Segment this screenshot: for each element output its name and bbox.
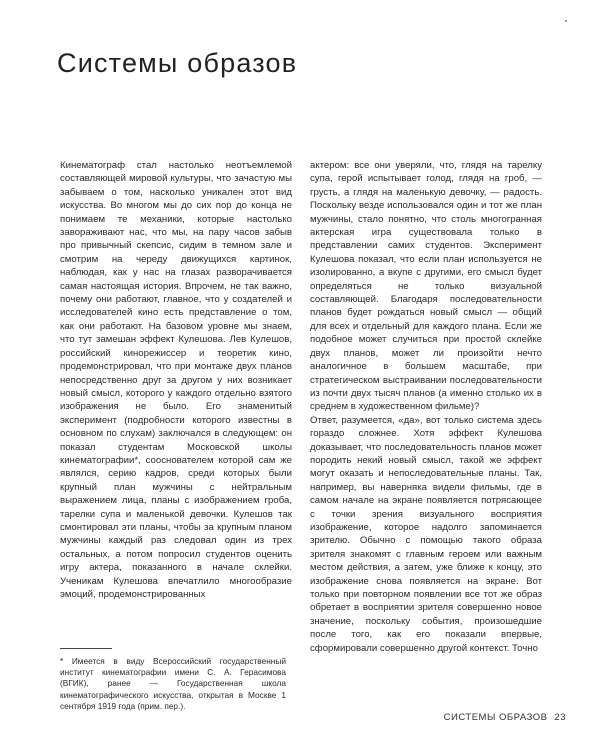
page-corner-mark [565,20,567,22]
left-column [60,159,292,601]
left-column-paragraph: Кинематограф стал настолько неотъемлемой составляющей мировой культуры, что зачастую мы забываем о том, насколько уникален этот вид искусства. Во многом мы до сих пор до конца не понимаем те механики, которые настолько завораживают нас, что мы, на пару часов забыв про привычный скепсис, сидим в темном зале и смотрим на череду движущихся картинок, наблюдая, как у нас на глазах разворачивается самая настоящая история. Впрочем, не так важно, почему они работают, главное, что у создателей и исследователей кино есть представление о том, как они работают. На базовом уровне мы знаем, что тут замешан эффект Кулешова. Лев Кулешов, российский кинорежиссер и теоретик кино, продемонстрировал, что при монтаже двух планов непосредственно друг за другом у них возникает новый смысл, которого у каждого отдельно взятого изображения не было. Его знаменитый эксперимент (подробности которого известны в основном по слухам) заключался в следующем: он показал студентам Московской школы кинематографии*, сооснователем которой сам же являлся, серию кадров, среди которых были крупный план мужчины с нейтральным выражением лица, планы с изображением гроба, тарелки супа и маленькой девочки. Кулешов так смонтировал эти планы, чтобы за крупным планом мужчины каждый раз следовал один из трех остальных, а потом попросил студентов оценить игру актера, показанного в начале склейки. Ученикам Кулешова впечатлило многообразие эмоций, продемонстрированных [60,160,292,600]
footnote: * Имеется в виду Всероссийский государственный институт кинематографии имени С. А. Герасимова (ВГИК), ранее — Государственная школа кинематографического искусства, открытая в Москве 1 сентября 1919 года (прим. пер.). [60,656,286,711]
running-footer-section: СИСТЕМЫ ОБРАЗОВ [443,712,548,723]
page-number: 23 [554,712,566,723]
right-column-paragraph-1: актером: все они уверяли, что, глядя на тарелку супа, герой испытывает голод, глядя на гроб, — грусть, а глядя на маленькую девочку, — радость. Поскольку везде использовался один и тот же план мужчины, стало понятно, что столь многогранная актерская игра существовала только в представлении самих студентов. Эксперимент Кулешова показал, что если план используется не изолированно, а вкупе с другими, его смысл будет определяться не только визуальной составляющей. Благодаря последовательности планов будет рождаться новый смысл — общий для всех и отдельный для каждого плана. Если же подобное может случиться при простой склейке двух планов, может ли произойти нечто аналогичное в большем масштабе, при стратегическом выстраивании последовательности из почти двух тысяч планов (а именно столько их в среднем в художественном фильме)? [310,160,542,413]
right-column [310,159,542,655]
footnote-rule [60,648,112,649]
chapter-title: Системы образов [57,48,298,79]
right-column-paragraph-2: Ответ, разумеется, «да», вот только система здесь гораздо сложнее. Хотя эффект Кулешова доказывает, что последовательность планов может породить некий новый смысл, такой же эффект могут оказать и непоследовательные планы. Так, например, вы наверняка видели фильмы, где в самом начале на экране появляется потрясающее с точки зрения визуального восприятия изображение, которое надолго запоминается зрителю. Обычно с помощью такого образа зрителя знакомят с главным героем или важным местом действия, а затем, уже ближе к концу, это изображение снова появляется на экране. Вот только при повторном появлении все тот же образ обретает в восприятии зрителя совершенно новое значение, поскольку события, произошедшие после того, как его показали впервые, сформировали совершенно другой контекст. Точно [310,414,542,654]
running-footer [444,712,566,723]
